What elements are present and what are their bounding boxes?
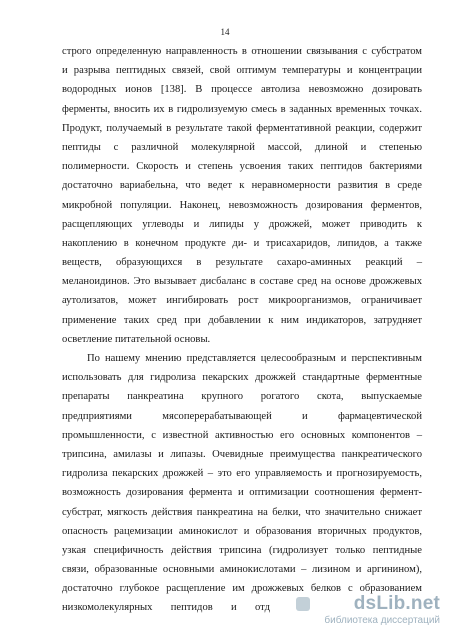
- text-line: Продукт, получаемый в результате такой ферментативной реакции, содержит: [62, 122, 422, 134]
- text-line: связи, образованные основными аминокислотами – лизином и аргинином),: [62, 564, 422, 576]
- page-number: 14: [220, 27, 230, 37]
- text-line: низкомолекулярных пептидов и отд: [62, 602, 270, 614]
- text-line: расщепляющих углеводы и липиды у дрожжей, может приводить к: [62, 218, 422, 230]
- text-line: промышленности, с известной активностью его основных компонентов –: [62, 429, 422, 441]
- paragraph-first-line: По нашему мнению представляется целесообразным и перспективным: [87, 353, 422, 364]
- text-line: узкая специфичность действия трипсина (гидролизует только пептидные: [62, 544, 422, 556]
- text-line: предприятиями мясоперерабатывающей и фармацевтической: [62, 410, 422, 422]
- text-line: субстрат, мягкость действия панкреатина на белки, что значительно снижает: [62, 506, 422, 518]
- text-line: водородных ионов [138]. В процессе автолиза невозможно дозировать: [62, 84, 422, 96]
- watermark[interactable]: [300, 593, 440, 629]
- text-line: гидролиза пекарских дрожжей – это его управляемость и прогнозируемость,: [62, 468, 422, 480]
- watermark-logo: dsLib.net: [353, 593, 440, 614]
- text-line: возможность дозирования фермента и оптимизации соотношения фермент-: [62, 487, 422, 499]
- text-line: осветление питательной основы.: [62, 333, 211, 345]
- text-line: полимерности. Скорость и степень усвоения таких пептидов бактериями: [62, 161, 422, 173]
- watermark-subtitle: библиотека диссертаций: [324, 615, 440, 626]
- body-text: [62, 42, 422, 618]
- dslib-logo-icon: [296, 597, 310, 611]
- text-line: накоплению в конечном продукте ди- и трисахаридов, липидов, а также: [62, 237, 422, 249]
- text-line: и разрыва пептидных связей, свой оптимум температуры и концентрации: [62, 65, 422, 77]
- text-line: микробной популяции. Наконец, невозможность дозирования ферментов,: [62, 199, 422, 211]
- text-line: строго определенную направленность в отношении связывания с субстратом: [62, 46, 422, 57]
- text-line: меланоидинов. Это вызывает дисбаланс в составе сред на основе дрожжевых: [62, 276, 422, 288]
- text-line: препараты панкреатина крупного рогатого скота, выпускаемые: [62, 391, 422, 403]
- text-line: ферменты, вносить их в гидролизуемую смесь в заданных временных точках.: [62, 103, 422, 115]
- text-line: достаточно вариабельна, что ведет к неравномерности развития в среде: [62, 180, 422, 192]
- text-line: опасность рацемизации аминокислот и образования вторичных продуктов,: [62, 525, 422, 537]
- text-line: трипсина, амилазы и липазы. Очевидные преимущества панкреатического: [62, 448, 422, 460]
- text-line: аутолизатов, может ингибировать рост микроорганизмов, ограничивает: [62, 295, 422, 307]
- text-line: пептиды с различной молекулярной массой, длиной и степенью: [62, 141, 422, 153]
- text-line: использовать для гидролиза пекарских дрожжей стандартные ферментные: [62, 372, 422, 384]
- text-line: достаточно глубокое расщепление им дрожжевых белков с образованием: [62, 583, 422, 595]
- text-line: веществ, образующихся в результате сахаро-аминных реакций –: [62, 257, 422, 269]
- text-line: применение таких сред при добавлении к ним индикаторов, затрудняет: [62, 314, 422, 326]
